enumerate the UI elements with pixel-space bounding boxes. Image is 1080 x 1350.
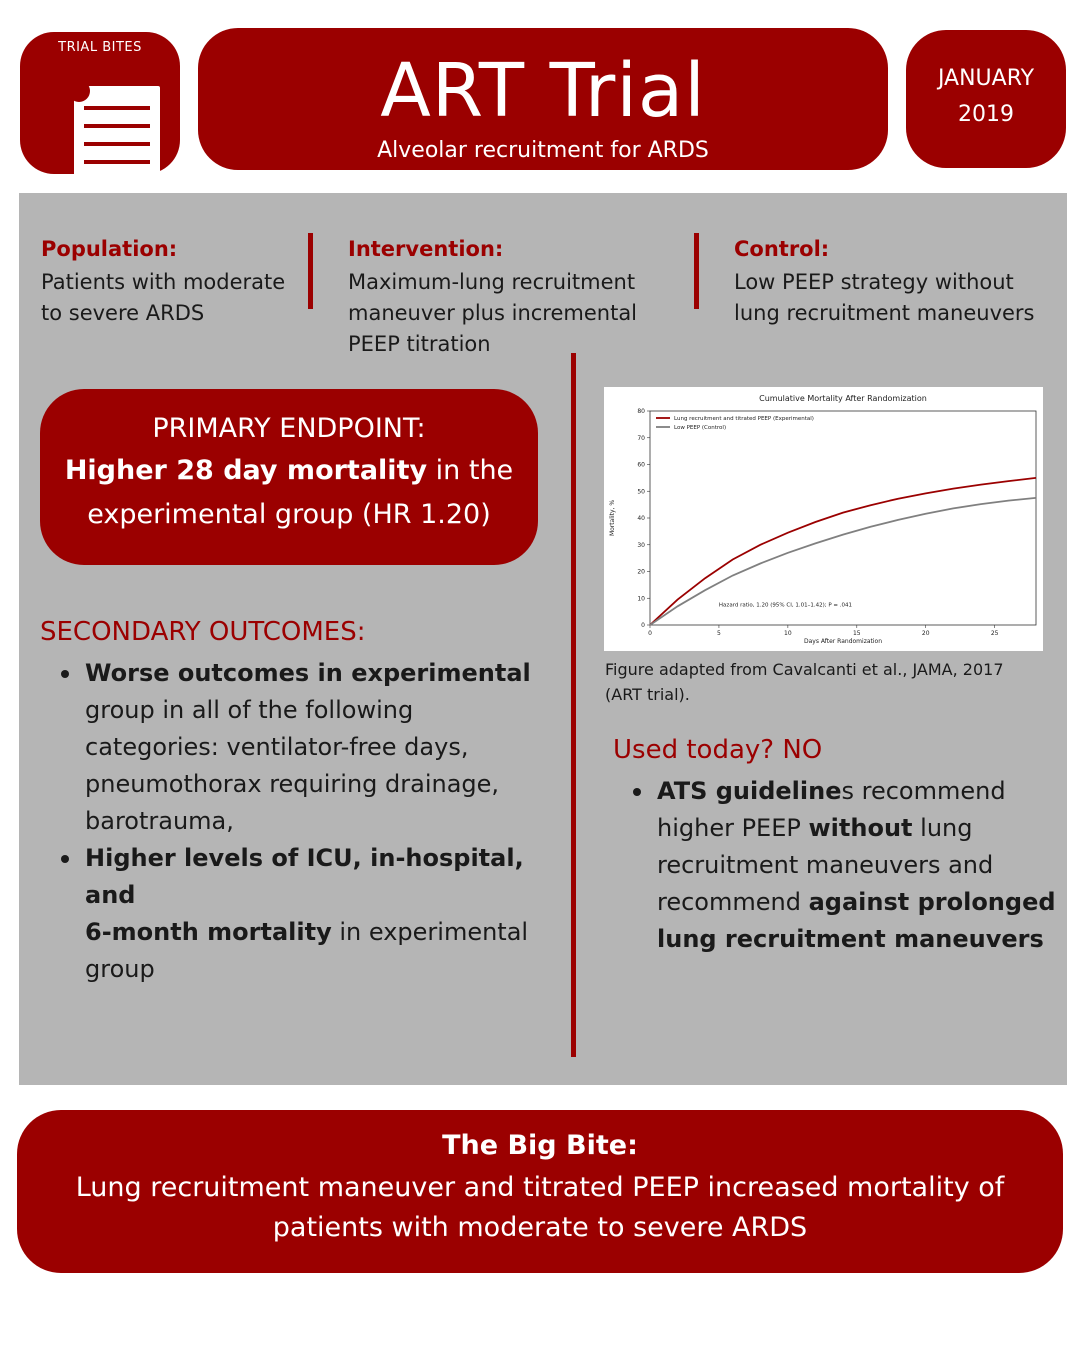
date-year: 2019 [958, 102, 1014, 127]
recommendation-line [657, 884, 1061, 921]
population-block [41, 237, 301, 329]
x-tick-label: 5 [717, 630, 721, 637]
page-subtitle: Alveolar recruitment for ARDS [377, 138, 709, 163]
bite-mark [68, 80, 90, 102]
intervention-block [348, 237, 668, 360]
page-title: ART Trial [380, 48, 706, 134]
pico-divider [308, 233, 313, 309]
document-line [84, 142, 150, 146]
document-line [84, 106, 150, 110]
column-divider [571, 353, 576, 1057]
recommendation-bold: against prolonged [808, 888, 1056, 916]
recommendation-text: lung [912, 814, 973, 842]
y-tick-label: 30 [637, 541, 645, 549]
outcome-line: pneumothorax requiring drainage, [85, 770, 500, 798]
x-tick-label: 10 [784, 630, 792, 637]
figure-caption [605, 657, 1055, 707]
recommendation-text: higher PEEP [657, 814, 809, 842]
list-item [59, 840, 559, 988]
bitten-document-icon [74, 86, 160, 180]
list-item [631, 773, 1061, 958]
primary-endpoint-line: experimental group (HR 1.20) [87, 499, 491, 530]
recommendation-text: s recommend [841, 777, 1006, 805]
mortality-chart-svg [604, 387, 1043, 651]
recommendation-line: lung recruitment maneuvers [657, 925, 1044, 953]
logo-label: TRIAL BITES [58, 40, 142, 55]
big-bite-line: patients with moderate to severe ARDS [272, 1212, 808, 1243]
chart-title: Cumulative Mortality After Randomization [759, 394, 927, 403]
primary-endpoint-line [40, 455, 538, 486]
x-tick-label: 15 [852, 630, 861, 637]
recommendation-bold: ATS guideline [657, 777, 842, 805]
document-line [84, 124, 150, 128]
primary-endpoint-box [40, 389, 538, 565]
y-tick-label: 20 [637, 568, 645, 576]
title-banner [198, 28, 888, 170]
outcome-text: in experimental [331, 918, 529, 946]
chart-plot-frame [650, 411, 1036, 625]
recommendation-bold: without [808, 814, 913, 842]
population-line: to severe ARDS [41, 301, 205, 325]
y-tick-label: 40 [637, 515, 645, 522]
primary-endpoint-heading: PRIMARY ENDPOINT: [152, 413, 426, 444]
legend-entry: Lung recruitment and titrated PEEP (Experimental) [674, 416, 814, 422]
big-bite-line: Lung recruitment maneuver and titrated PEEP increased mortality of [75, 1172, 1005, 1203]
recommendation-text: recommend [657, 888, 809, 916]
secondary-outcomes-list [59, 655, 559, 988]
recommendation-line [657, 773, 1061, 810]
outcome-line: group [85, 955, 155, 983]
control-line: lung recruitment maneuvers [734, 301, 1035, 325]
main-panel [19, 193, 1067, 1085]
secondary-outcomes-heading: SECONDARY OUTCOMES: [40, 617, 366, 647]
recommendation-line: recruitment maneuvers and [657, 851, 994, 879]
control-block [734, 237, 1054, 329]
figure-caption-line: Figure adapted from Cavalcanti et al., JAMA, 2017 [605, 660, 1004, 679]
pico-divider [694, 233, 699, 309]
chart-y-label: Mortality, % [609, 499, 616, 537]
primary-endpoint-text: in the [427, 455, 514, 486]
used-today-list [631, 773, 1061, 958]
control-heading: Control: [734, 237, 830, 261]
intervention-line: maneuver plus incremental [348, 301, 638, 325]
intervention-heading: Intervention: [348, 237, 504, 261]
used-today-heading: Used today? NO [613, 735, 823, 765]
date-badge [906, 30, 1066, 168]
outcome-bold: 6-month mortality [85, 918, 332, 946]
outcome-bold: Higher levels of ICU, in-hospital, and [85, 844, 524, 909]
trial-bites-logo [20, 32, 180, 174]
x-tick-label: 20 [921, 630, 930, 637]
y-tick-label: 80 [637, 408, 645, 415]
intervention-line: PEEP titration [348, 332, 491, 356]
y-tick-label: 60 [637, 461, 645, 469]
chart-x-label: Days After Randomization [803, 638, 883, 645]
control-line: Low PEEP strategy without [734, 270, 1014, 294]
big-bite-box [17, 1110, 1063, 1273]
outcome-line: categories: ventilator-free days, [85, 733, 469, 761]
population-line: Patients with moderate [41, 270, 286, 294]
y-tick-label: 0 [641, 622, 645, 629]
intervention-line: Maximum-lung recruitment [348, 270, 636, 294]
x-tick-label: 25 [990, 630, 999, 637]
outcome-bold: Worse outcomes in experimental [85, 659, 531, 687]
chart-annotation: Hazard ratio, 1.20 (95% CI, 1.01–1.42); P = .041 [718, 602, 853, 609]
big-bite-heading: The Big Bite: [442, 1130, 638, 1161]
recommendation-line [657, 810, 1061, 847]
mortality-chart [604, 387, 1043, 651]
date-month: JANUARY [937, 66, 1035, 91]
y-tick-label: 10 [637, 595, 645, 603]
primary-endpoint-bold: Higher 28 day mortality [64, 455, 428, 486]
document-line [84, 160, 150, 164]
y-tick-label: 70 [637, 434, 645, 442]
population-heading: Population: [41, 237, 178, 261]
legend-entry: Low PEEP (Control) [674, 425, 727, 431]
outcome-line [85, 914, 559, 951]
figure-caption-line: (ART trial). [605, 685, 690, 704]
y-tick-label: 50 [637, 488, 645, 496]
outcome-line: group in all of the following [85, 696, 414, 724]
list-item [59, 655, 559, 840]
x-tick-label: 0 [648, 630, 652, 637]
outcome-line: barotrauma, [85, 807, 234, 835]
